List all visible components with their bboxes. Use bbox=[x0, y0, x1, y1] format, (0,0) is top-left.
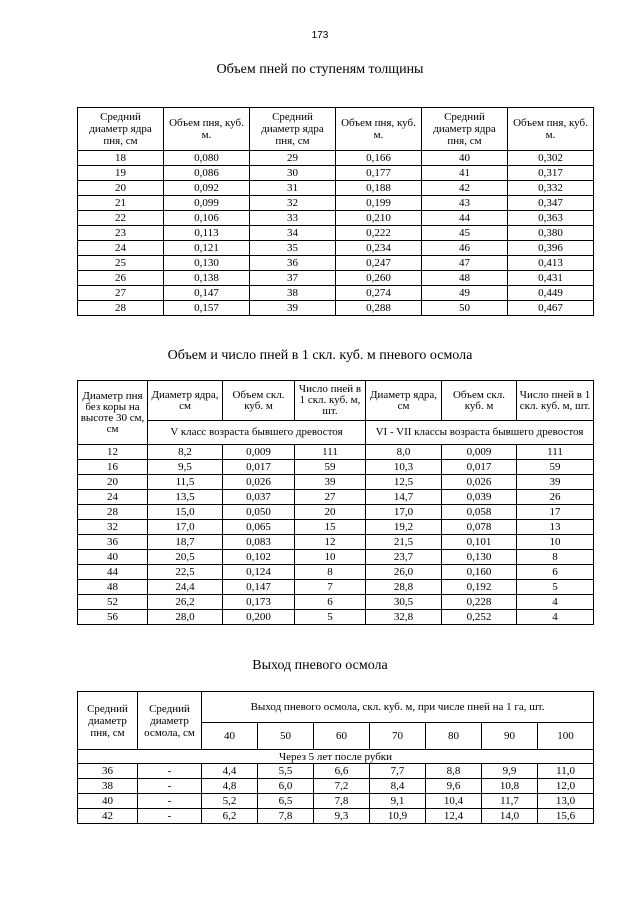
stump-count-header: 50 bbox=[258, 723, 314, 750]
table-cell: 0,332 bbox=[508, 181, 594, 196]
table-row bbox=[78, 750, 594, 764]
table-cell: 4,4 bbox=[202, 764, 258, 779]
table-cell: 6,6 bbox=[314, 764, 370, 779]
table-cell: 0,065 bbox=[223, 520, 295, 535]
table-cell: 40 bbox=[78, 794, 138, 809]
table-cell: 42 bbox=[422, 181, 508, 196]
table-cell: 12,5 bbox=[366, 475, 442, 490]
table-cell: 39 bbox=[517, 475, 594, 490]
table-cell: 0,017 bbox=[442, 460, 517, 475]
table-cell: 49 bbox=[422, 286, 508, 301]
table-cell: 42 bbox=[78, 809, 138, 824]
table-cell: 44 bbox=[422, 211, 508, 226]
table-cell: 44 bbox=[78, 565, 148, 580]
table-cell: 28 bbox=[78, 505, 148, 520]
table-cell: 0,288 bbox=[336, 301, 422, 316]
header-cell: Средний диаметр ядра пня, см bbox=[250, 108, 336, 151]
table-cell: 40 bbox=[422, 151, 508, 166]
table-cell: 10,8 bbox=[482, 779, 538, 794]
stump-count-header: 60 bbox=[314, 723, 370, 750]
stump-count-header: 80 bbox=[426, 723, 482, 750]
table-cell: 24 bbox=[78, 241, 164, 256]
table-cell: 0,026 bbox=[223, 475, 295, 490]
table-cell: 0,102 bbox=[223, 550, 295, 565]
table-cell: 0,101 bbox=[442, 535, 517, 550]
resin-yield-title: Выход пневого осмола bbox=[252, 658, 388, 673]
table-cell: 6,5 bbox=[258, 794, 314, 809]
header-cell: Диаметр пня без коры на высоте 30 см, см bbox=[78, 381, 148, 445]
table-cell: 28 bbox=[78, 301, 164, 316]
table-cell: 39 bbox=[295, 475, 366, 490]
table-cell: 20 bbox=[295, 505, 366, 520]
table-cell: 0,188 bbox=[336, 181, 422, 196]
table-cell: 0,050 bbox=[223, 505, 295, 520]
table-cell: 0,449 bbox=[508, 286, 594, 301]
table-cell: 26,0 bbox=[366, 565, 442, 580]
table-row bbox=[78, 595, 594, 610]
table-cell: 12 bbox=[78, 445, 148, 460]
table-cell: 12,0 bbox=[538, 779, 594, 794]
table-header-row bbox=[78, 692, 594, 723]
table-cell: 17,0 bbox=[148, 520, 223, 535]
table-cell: 0,058 bbox=[442, 505, 517, 520]
table-cell: 36 bbox=[78, 764, 138, 779]
table-cell: 38 bbox=[78, 779, 138, 794]
table-cell: 45 bbox=[422, 226, 508, 241]
table-cell: 20 bbox=[78, 181, 164, 196]
table-cell: 56 bbox=[78, 610, 148, 625]
header-cell: Средний диаметр ядра пня, см bbox=[422, 108, 508, 151]
table-row bbox=[78, 580, 594, 595]
table-row bbox=[78, 520, 594, 535]
table-cell: 6 bbox=[295, 595, 366, 610]
table-cell: 24,4 bbox=[148, 580, 223, 595]
table-body bbox=[78, 445, 594, 625]
table-cell: 0,177 bbox=[336, 166, 422, 181]
table-cell: 111 bbox=[295, 445, 366, 460]
table-cell: 0,431 bbox=[508, 271, 594, 286]
table-cell: 0,199 bbox=[336, 196, 422, 211]
table-cell: 18,7 bbox=[148, 535, 223, 550]
table-cell: - bbox=[138, 809, 202, 824]
table-cell: 0,467 bbox=[508, 301, 594, 316]
table-cell: 22,5 bbox=[148, 565, 223, 580]
table-cell: 17 bbox=[517, 505, 594, 520]
table-cell: 33 bbox=[250, 211, 336, 226]
table-cell: 13,0 bbox=[538, 794, 594, 809]
table-cell: 32 bbox=[78, 520, 148, 535]
table-row bbox=[78, 445, 594, 460]
table-row bbox=[78, 286, 594, 301]
table-cell: 0,124 bbox=[223, 565, 295, 580]
table-cell: 43 bbox=[422, 196, 508, 211]
table-cell: 59 bbox=[517, 460, 594, 475]
table-cell: 36 bbox=[78, 535, 148, 550]
table-cell: 0,228 bbox=[442, 595, 517, 610]
table-row bbox=[78, 181, 594, 196]
table-cell: 8,4 bbox=[370, 779, 426, 794]
table-cell: 11,7 bbox=[482, 794, 538, 809]
table-cell: 10,4 bbox=[426, 794, 482, 809]
table-row bbox=[78, 779, 594, 794]
table-row bbox=[78, 460, 594, 475]
table-cell: - bbox=[138, 794, 202, 809]
stump-count-table bbox=[77, 380, 594, 625]
table-cell: 27 bbox=[78, 286, 164, 301]
table-cell: 8,2 bbox=[148, 445, 223, 460]
stump-count-header: 40 bbox=[202, 723, 258, 750]
table-cell: 30,5 bbox=[366, 595, 442, 610]
page-number: 173 bbox=[311, 30, 329, 41]
table-row bbox=[78, 196, 594, 211]
table-cell: 0,222 bbox=[336, 226, 422, 241]
table-header-row bbox=[78, 421, 594, 445]
table-cell: 0,147 bbox=[223, 580, 295, 595]
table-header-row bbox=[78, 381, 594, 421]
table-cell: 0,260 bbox=[336, 271, 422, 286]
table-row bbox=[78, 550, 594, 565]
table-cell: 18 bbox=[78, 151, 164, 166]
table-cell: 9,5 bbox=[148, 460, 223, 475]
table-cell: 0,130 bbox=[442, 550, 517, 565]
table-cell: 19,2 bbox=[366, 520, 442, 535]
table-cell: 16 bbox=[78, 460, 148, 475]
table-cell: 7,7 bbox=[370, 764, 426, 779]
stump-count-header: 70 bbox=[370, 723, 426, 750]
table-cell: 0,413 bbox=[508, 256, 594, 271]
table-cell: 0,009 bbox=[442, 445, 517, 460]
table-cell: 9,6 bbox=[426, 779, 482, 794]
table-cell: 52 bbox=[78, 595, 148, 610]
stump-count-title: Объем и число пней в 1 скл. куб. м пневого осмола bbox=[167, 348, 473, 363]
table-cell: 0,210 bbox=[336, 211, 422, 226]
table-cell: 22 bbox=[78, 211, 164, 226]
table-row bbox=[78, 151, 594, 166]
table-row bbox=[78, 610, 594, 625]
table-cell: 10 bbox=[295, 550, 366, 565]
table-cell: 13,5 bbox=[148, 490, 223, 505]
table-row bbox=[78, 166, 594, 181]
table-cell: 0,317 bbox=[508, 166, 594, 181]
stump-volume-title: Объем пней по ступеням толщины bbox=[216, 62, 424, 77]
table-cell: 0,173 bbox=[223, 595, 295, 610]
table-cell: 8,8 bbox=[426, 764, 482, 779]
table-cell: 4 bbox=[517, 610, 594, 625]
table-cell: 7,8 bbox=[314, 794, 370, 809]
table-cell: 28,8 bbox=[366, 580, 442, 595]
table-cell: 32 bbox=[250, 196, 336, 211]
table-cell: 24 bbox=[78, 490, 148, 505]
table-cell: 0,106 bbox=[164, 211, 250, 226]
table-cell: 28,0 bbox=[148, 610, 223, 625]
table-cell: 0,247 bbox=[336, 256, 422, 271]
table-cell: 0,363 bbox=[508, 211, 594, 226]
header-cell: Объем пня, куб. м. bbox=[508, 108, 594, 151]
table-cell: 5 bbox=[517, 580, 594, 595]
table-cell: 31 bbox=[250, 181, 336, 196]
stump-count-header: 100 bbox=[538, 723, 594, 750]
table-cell: 37 bbox=[250, 271, 336, 286]
header-cell: Средний диаметр ядра пня, см bbox=[78, 108, 164, 151]
table-cell: 0,121 bbox=[164, 241, 250, 256]
period-band: Через 5 лет после рубки bbox=[78, 750, 594, 764]
table-cell: 26 bbox=[517, 490, 594, 505]
table-cell: 0,017 bbox=[223, 460, 295, 475]
table-cell: 4 bbox=[517, 595, 594, 610]
table-header-row bbox=[78, 108, 594, 151]
table-row bbox=[78, 226, 594, 241]
header-cell: Средний диаметр пня, см bbox=[78, 692, 138, 750]
table-cell: 7 bbox=[295, 580, 366, 595]
table-cell: 7,8 bbox=[258, 809, 314, 824]
table-cell: 6 bbox=[517, 565, 594, 580]
table-cell: 0,086 bbox=[164, 166, 250, 181]
header-cell: Число пней в 1 скл. куб. м, шт. bbox=[295, 381, 366, 421]
table-body bbox=[78, 750, 594, 824]
table-cell: 15,0 bbox=[148, 505, 223, 520]
table-row bbox=[78, 256, 594, 271]
table-cell: - bbox=[138, 779, 202, 794]
table-cell: 5,2 bbox=[202, 794, 258, 809]
table-row bbox=[78, 490, 594, 505]
table-cell: 0,192 bbox=[442, 580, 517, 595]
header-cell: Диаметр ядра, см bbox=[366, 381, 442, 421]
table-cell: 36 bbox=[250, 256, 336, 271]
table-row bbox=[78, 794, 594, 809]
table-cell: 111 bbox=[517, 445, 594, 460]
table-cell: 10,9 bbox=[370, 809, 426, 824]
table-row bbox=[78, 809, 594, 824]
table-cell: 0,037 bbox=[223, 490, 295, 505]
table-cell: 21,5 bbox=[366, 535, 442, 550]
table-row bbox=[78, 565, 594, 580]
header-cell: Число пней в 1 скл. куб. м, шт. bbox=[517, 381, 594, 421]
table-cell: - bbox=[138, 764, 202, 779]
table-cell: 9,3 bbox=[314, 809, 370, 824]
table-cell: 0,009 bbox=[223, 445, 295, 460]
table-cell: 0,160 bbox=[442, 565, 517, 580]
table-cell: 11,5 bbox=[148, 475, 223, 490]
header-cell: Объем скл. куб. м bbox=[223, 381, 295, 421]
table-cell: 0,396 bbox=[508, 241, 594, 256]
table-row bbox=[78, 475, 594, 490]
table-cell: 15,6 bbox=[538, 809, 594, 824]
age-class-header: VI - VII классы возраста бывшего древостоя bbox=[366, 421, 594, 445]
table-cell: 4,8 bbox=[202, 779, 258, 794]
table-cell: 12,4 bbox=[426, 809, 482, 824]
table-cell: 34 bbox=[250, 226, 336, 241]
table-cell: 23 bbox=[78, 226, 164, 241]
table-cell: 0,380 bbox=[508, 226, 594, 241]
table-cell: 17,0 bbox=[366, 505, 442, 520]
age-class-header: V класс возраста бывшего древостоя bbox=[148, 421, 366, 445]
table-body bbox=[78, 151, 594, 316]
table-cell: 0,138 bbox=[164, 271, 250, 286]
table-cell: 0,147 bbox=[164, 286, 250, 301]
table-cell: 0,092 bbox=[164, 181, 250, 196]
table-cell: 35 bbox=[250, 241, 336, 256]
table-cell: 0,080 bbox=[164, 151, 250, 166]
header-cell: Объем пня, куб. м. bbox=[164, 108, 250, 151]
table-cell: 6,0 bbox=[258, 779, 314, 794]
table-cell: 14,7 bbox=[366, 490, 442, 505]
table-row bbox=[78, 505, 594, 520]
table-cell: 38 bbox=[250, 286, 336, 301]
header-cell: Средний диаметр осмола, см bbox=[138, 692, 202, 750]
table-cell: 5 bbox=[295, 610, 366, 625]
table-cell: 15 bbox=[295, 520, 366, 535]
table-cell: 0,347 bbox=[508, 196, 594, 211]
header-cell: Диаметр ядра, см bbox=[148, 381, 223, 421]
table-cell: 0,252 bbox=[442, 610, 517, 625]
table-cell: 8 bbox=[517, 550, 594, 565]
table-cell: 0,078 bbox=[442, 520, 517, 535]
table-row bbox=[78, 271, 594, 286]
table-cell: 0,157 bbox=[164, 301, 250, 316]
table-cell: 46 bbox=[422, 241, 508, 256]
table-cell: 20 bbox=[78, 475, 148, 490]
table-cell: 29 bbox=[250, 151, 336, 166]
table-cell: 30 bbox=[250, 166, 336, 181]
table-cell: 9,1 bbox=[370, 794, 426, 809]
table-cell: 11,0 bbox=[538, 764, 594, 779]
table-cell: 8,0 bbox=[366, 445, 442, 460]
table-cell: 26 bbox=[78, 271, 164, 286]
header-cell: Выход пневого осмола, скл. куб. м, при числе пней на 1 га, шт. bbox=[202, 692, 594, 723]
table-cell: 6,2 bbox=[202, 809, 258, 824]
table-row bbox=[78, 241, 594, 256]
table-cell: 0,130 bbox=[164, 256, 250, 271]
table-cell: 48 bbox=[78, 580, 148, 595]
table-cell: 32,8 bbox=[366, 610, 442, 625]
table-cell: 40 bbox=[78, 550, 148, 565]
table-cell: 9,9 bbox=[482, 764, 538, 779]
table-cell: 0,026 bbox=[442, 475, 517, 490]
table-cell: 0,302 bbox=[508, 151, 594, 166]
table-cell: 12 bbox=[295, 535, 366, 550]
table-row bbox=[78, 301, 594, 316]
table-cell: 8 bbox=[295, 565, 366, 580]
table-cell: 23,7 bbox=[366, 550, 442, 565]
table-cell: 10,3 bbox=[366, 460, 442, 475]
table-cell: 5,5 bbox=[258, 764, 314, 779]
table-cell: 0,099 bbox=[164, 196, 250, 211]
table-cell: 39 bbox=[250, 301, 336, 316]
table-cell: 0,039 bbox=[442, 490, 517, 505]
stump-volume-table bbox=[77, 107, 594, 316]
resin-yield-table bbox=[77, 691, 594, 824]
table-cell: 47 bbox=[422, 256, 508, 271]
table-cell: 59 bbox=[295, 460, 366, 475]
table-cell: 0,166 bbox=[336, 151, 422, 166]
table-cell: 14,0 bbox=[482, 809, 538, 824]
table-cell: 7,2 bbox=[314, 779, 370, 794]
table-cell: 41 bbox=[422, 166, 508, 181]
table-cell: 0,083 bbox=[223, 535, 295, 550]
table-cell: 0,274 bbox=[336, 286, 422, 301]
table-cell: 13 bbox=[517, 520, 594, 535]
table-cell: 0,234 bbox=[336, 241, 422, 256]
stump-count-header: 90 bbox=[482, 723, 538, 750]
table-cell: 0,113 bbox=[164, 226, 250, 241]
table-cell: 48 bbox=[422, 271, 508, 286]
table-row bbox=[78, 211, 594, 226]
table-cell: 20,5 bbox=[148, 550, 223, 565]
table-cell: 0,200 bbox=[223, 610, 295, 625]
table-cell: 19 bbox=[78, 166, 164, 181]
table-cell: 26,2 bbox=[148, 595, 223, 610]
table-cell: 50 bbox=[422, 301, 508, 316]
table-cell: 10 bbox=[517, 535, 594, 550]
table-cell: 21 bbox=[78, 196, 164, 211]
table-row bbox=[78, 764, 594, 779]
table-cell: 27 bbox=[295, 490, 366, 505]
table-cell: 25 bbox=[78, 256, 164, 271]
header-cell: Объем скл. куб. м bbox=[442, 381, 517, 421]
table-row bbox=[78, 535, 594, 550]
header-cell: Объем пня, куб. м. bbox=[336, 108, 422, 151]
